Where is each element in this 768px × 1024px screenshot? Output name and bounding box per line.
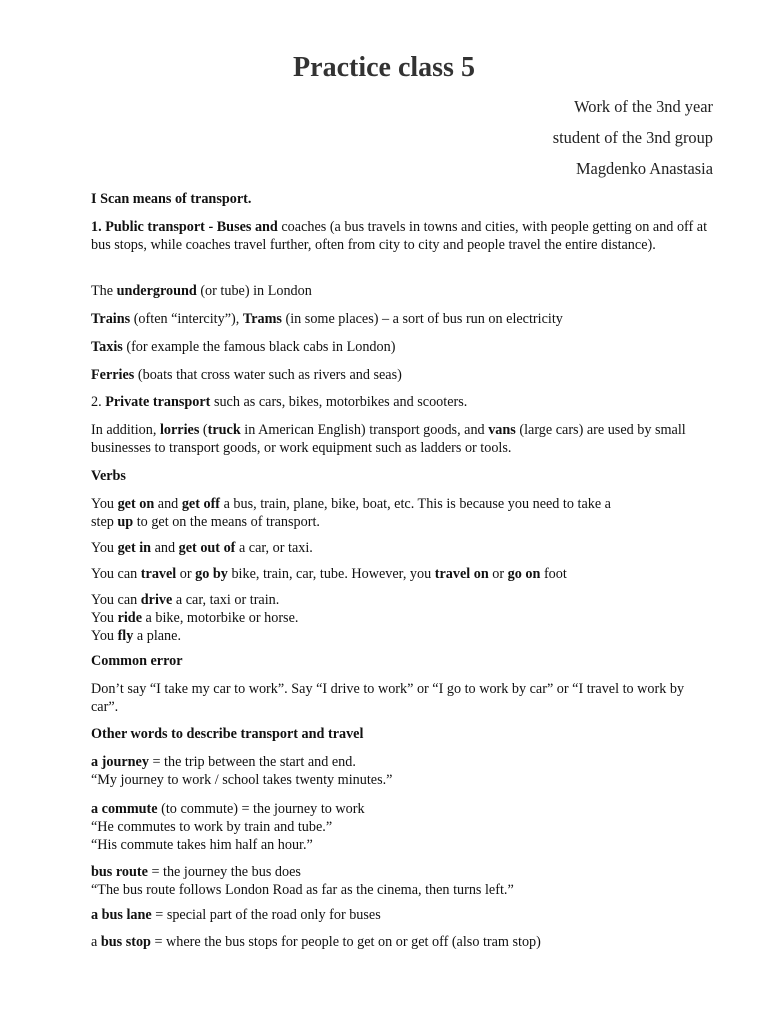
- bold-term: bus route: [91, 864, 148, 880]
- paragraph-bus-route: [91, 863, 713, 899]
- bold-term: Taxis: [91, 339, 123, 355]
- paragraph-underground: [91, 282, 713, 300]
- text-run: a bike, motorbike or horse.: [142, 610, 299, 626]
- text-run: and: [154, 496, 182, 512]
- text-run: a bus, train, plane, bike, boat, etc. This is because you need to take a: [220, 496, 611, 512]
- text-run: “His commute takes him half an hour.”: [91, 837, 313, 853]
- bold-term: a commute: [91, 801, 158, 817]
- bold-term: get off: [181, 496, 221, 512]
- text-run: or: [176, 566, 196, 582]
- text-run: to get on the means of transport.: [133, 514, 320, 530]
- paragraph-lorries-vans: [91, 421, 713, 457]
- bold-term: Other words to describe transport and travel: [91, 726, 364, 742]
- text-run: In addition,: [91, 422, 160, 438]
- bold-term: travel on: [434, 566, 489, 582]
- text-run: bike, train, car, tube. However, you: [227, 566, 435, 582]
- bold-term: ride: [117, 610, 142, 626]
- text-run: You: [91, 628, 118, 644]
- text-run: The: [91, 283, 117, 299]
- paragraph-public-transport: [91, 218, 713, 254]
- paragraph-bus-lane: [91, 906, 713, 924]
- paragraph-commute: [91, 800, 713, 854]
- text-run: (in some places) – a sort of bus run on electricity: [281, 311, 563, 327]
- bold-term: 1. Public transport - Buses and: [91, 219, 278, 235]
- bold-term: Private transport: [105, 394, 211, 410]
- text-run: (often “intercity”),: [130, 311, 243, 327]
- bold-term: a journey: [91, 754, 149, 770]
- text-run: = the journey the bus does: [147, 864, 301, 880]
- bold-term: truck: [207, 422, 241, 438]
- text-run: step: [91, 514, 118, 530]
- paragraph-trains-trams: [91, 310, 713, 328]
- text-run: (large cars) are used by small businesses to transport goods, or work equipment such as ladders or tools.: [91, 422, 686, 456]
- text-run: and: [151, 540, 179, 556]
- section-heading-verbs: [91, 467, 713, 485]
- text-run: You: [91, 540, 118, 556]
- text-run: = special part of the road only for buses: [151, 907, 381, 923]
- bold-term: get in: [117, 540, 152, 556]
- bold-term: Trams: [242, 311, 282, 327]
- bold-term: Trains: [91, 311, 131, 327]
- text-run: “The bus route follows London Road as far as the cinema, then turns left.”: [91, 882, 514, 898]
- text-run: = the trip between the start and end.: [148, 754, 356, 770]
- bold-term: get on: [117, 496, 155, 512]
- bold-term: go on: [507, 566, 541, 582]
- author-line-year: Work of the 3nd year: [574, 97, 713, 116]
- text-run: a car, or taxi.: [235, 540, 313, 556]
- text-run: (: [199, 422, 208, 438]
- bold-term: a bus lane: [91, 907, 152, 923]
- text-run: (or tube) in London: [196, 283, 312, 299]
- document-title: Practice class 5: [293, 52, 475, 83]
- paragraph-journey: [91, 753, 713, 789]
- text-run: or: [488, 566, 508, 582]
- text-run: in American English) transport goods, and: [240, 422, 489, 438]
- text-run: Don’t say “I take my car to work”. Say “I drive to work” or “I go to work by car” or “I travel to work by car”.: [91, 681, 685, 715]
- bold-term: I Scan means of transport.: [91, 191, 252, 207]
- paragraph-ferries: [91, 366, 713, 384]
- paragraph-taxis: [91, 338, 713, 356]
- text-run: (for example the famous black cabs in London): [122, 339, 396, 355]
- text-run: “My journey to work / school takes twenty minutes.”: [91, 772, 393, 788]
- bold-term: vans: [488, 422, 516, 438]
- text-run: You: [91, 610, 118, 626]
- text-run: = where the bus stops for people to get on or get off (also tram stop): [150, 934, 541, 950]
- author-line-group: student of the 3nd group: [552, 128, 713, 147]
- text-run: such as cars, bikes, motorbikes and scooters.: [210, 394, 468, 410]
- bold-term: travel: [140, 566, 177, 582]
- text-run: You can: [91, 592, 141, 608]
- bold-term: Ferries: [91, 367, 135, 383]
- paragraph-get-in-out: [91, 539, 713, 557]
- bold-term: get out of: [178, 540, 236, 556]
- bold-term: bus stop: [100, 934, 151, 950]
- text-run: 2.: [91, 394, 106, 410]
- text-run: You: [91, 496, 118, 512]
- text-run: “He commutes to work by train and tube.”: [91, 819, 333, 835]
- text-run: a plane.: [133, 628, 181, 644]
- bold-term: drive: [140, 592, 173, 608]
- text-run: coaches (a bus travels in towns and cities, with people getting on and off at bus stops, while coaches travel further, often from city to city and people travel the entire distance).: [91, 219, 708, 253]
- text-run: foot: [540, 566, 567, 582]
- paragraph-bus-stop: [91, 933, 713, 951]
- bold-term: go by: [195, 566, 228, 582]
- bold-term: underground: [116, 283, 197, 299]
- section-heading-other-words: [91, 725, 713, 743]
- paragraph-private-transport: [91, 393, 713, 411]
- bold-term: Verbs: [91, 468, 126, 484]
- bold-term: lorries: [159, 422, 200, 438]
- paragraph-travel-go: [91, 565, 713, 583]
- section-heading-scan: [91, 190, 713, 208]
- section-heading-common-error: [91, 652, 713, 670]
- paragraph-drive-ride-fly: [91, 591, 713, 645]
- text-run: You can: [91, 566, 141, 582]
- text-run: a: [91, 934, 101, 950]
- bold-term: fly: [117, 628, 134, 644]
- bold-term: Common error: [91, 653, 183, 669]
- author-line-name: Magdenko Anastasia: [575, 159, 713, 178]
- paragraph-get-on-off: [91, 495, 713, 531]
- paragraph-common-error: [91, 680, 713, 716]
- text-run: (to commute) = the journey to work: [157, 801, 365, 817]
- text-run: (boats that cross water such as rivers and seas): [134, 367, 402, 383]
- text-run: a car, taxi or train.: [172, 592, 280, 608]
- bold-term: up: [117, 514, 134, 530]
